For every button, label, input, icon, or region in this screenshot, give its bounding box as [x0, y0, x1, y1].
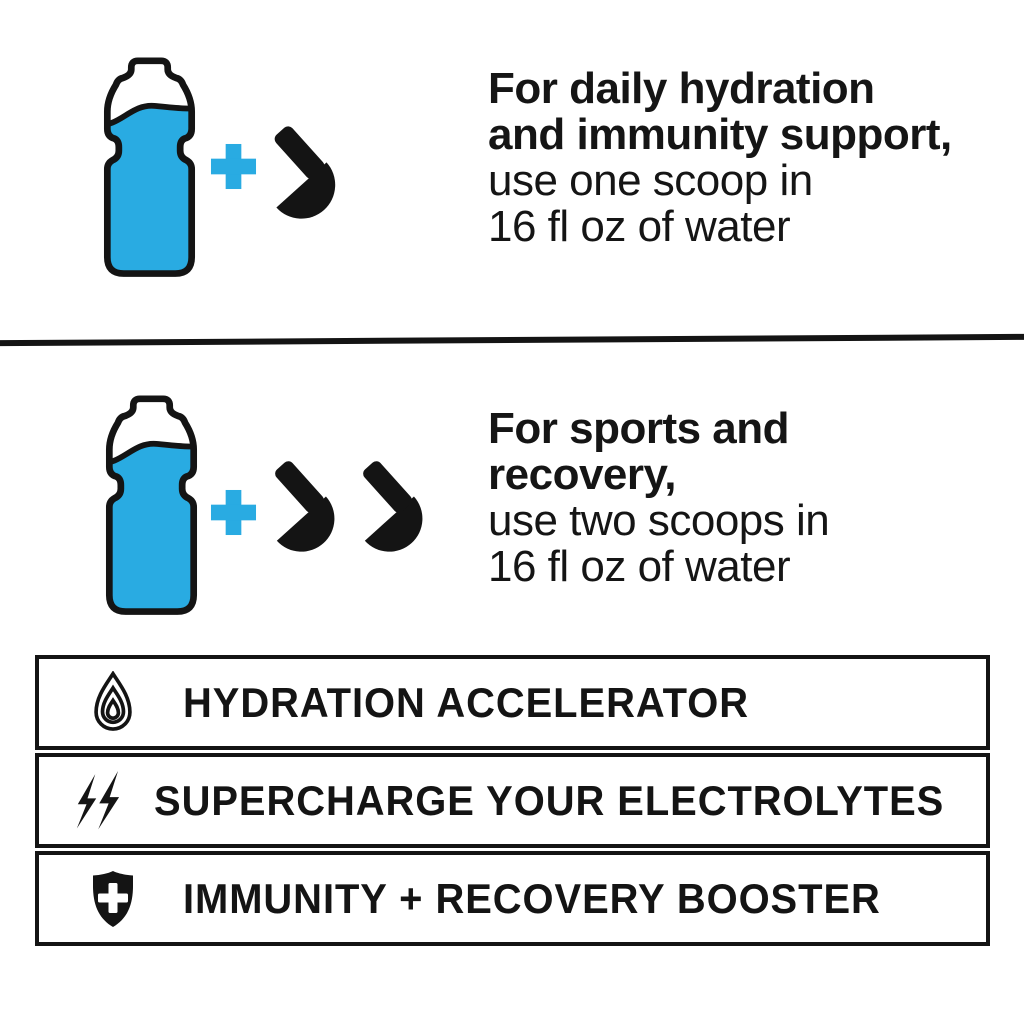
usage-heading-line: recovery, [488, 450, 676, 499]
feature-label: SUPERCHARGE YOUR ELECTROLYTES [154, 776, 945, 824]
usage-text-sports [488, 406, 829, 590]
usage-body-line: use two scoops in [488, 496, 830, 545]
plus-icon [210, 489, 257, 536]
scoop-icon [251, 449, 346, 561]
feature-label: HYDRATION ACCELERATOR [183, 678, 749, 726]
usage-body-line: 16 fl oz of water [488, 542, 791, 591]
usage-text-daily [488, 66, 952, 250]
feature-label: IMMUNITY + RECOVERY BOOSTER [183, 874, 881, 922]
usage-body-line: use one scoop in [488, 156, 813, 205]
usage-heading-line: and immunity support, [488, 110, 952, 159]
feature-list [35, 655, 990, 949]
scoop-icon [250, 114, 347, 228]
usage-heading-line: For sports and [488, 404, 790, 453]
feature-row-immunity [35, 851, 990, 946]
water-bottle-icon [94, 394, 209, 624]
water-drop-icon [71, 671, 155, 735]
shield-cross-icon [71, 868, 155, 930]
feature-row-electrolytes [35, 753, 990, 848]
usage-body-line: 16 fl oz of water [488, 202, 791, 251]
usage-section-daily [0, 0, 1024, 338]
lightning-bolts-icon [71, 771, 126, 831]
usage-heading-line: For daily hydration [488, 64, 875, 113]
scoop-icon [339, 449, 434, 561]
usage-section-sports [0, 345, 1024, 645]
feature-row-hydration [35, 655, 990, 750]
water-bottle-icon [92, 56, 207, 286]
